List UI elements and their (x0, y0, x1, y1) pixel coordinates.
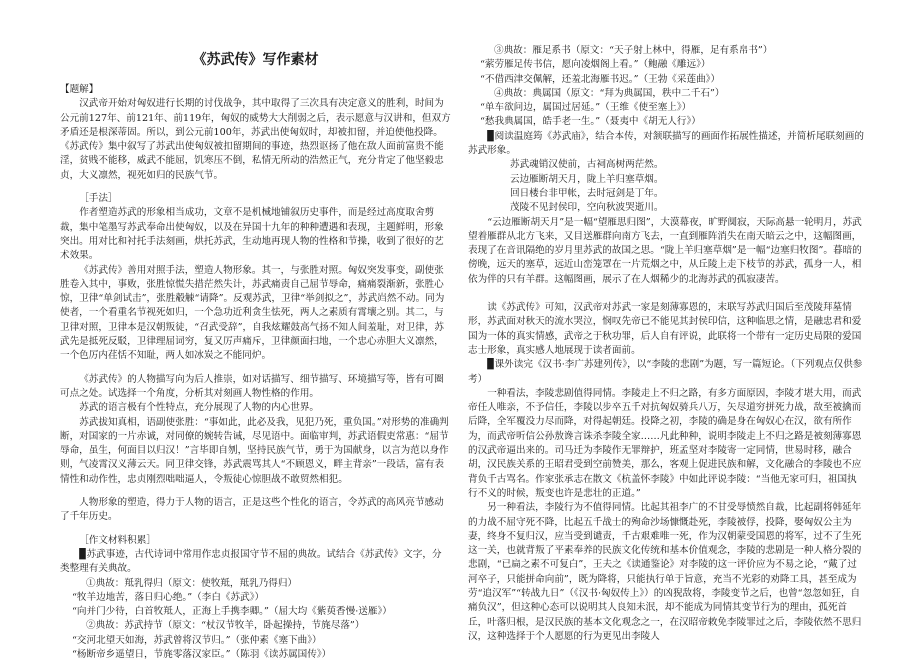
right-paragraph: 读《苏武传》可知，汉武帝对苏武一家是刻薄寡恩的，末联写苏武归国后至茂陵拜墓情形，苏武面对秋天的流水哭泣，悯叹先帝已不能见其封侯印信，这种临思之情，是融忠君和爱国为一体的真实情感，武帝之于秋功罪，后人自有评说，此联将一个带有一定历史局限的爱国志士形象，真实感人地展现于读者面前。 (468, 302, 862, 356)
right-paragraph: ④典故：典属国（原文：“拜为典属国，秩中二千石”） (494, 87, 725, 99)
left-paragraph: ①典故：羝乳得归（原文：使牧羝，羝乳乃得归） (86, 577, 298, 589)
left-paragraph: “交河北望天如海，苏武曾将汉节归。”（张仲素《塞下曲》） (72, 634, 322, 646)
left-column (60, 0, 451, 660)
right-paragraph: ▉课外读完《汉书·李广苏建列传》，以“李陵的悲剧”为题，写一篇短论。（下列观点仅供参考） (468, 359, 863, 385)
left-paragraph: 汉武帝开始对匈奴进行长期的讨伐战争，其中取得了三次具有决定意义的胜利，时间为公元前127年、前121年、前119年，匈奴的威势大大削弱之后，表示愿意与汉讲和，但双方矛盾还是根深蒂固。所以，到公元前100年，苏武出使匈奴时，却被扣留，并迫使他投降。《苏武传》集中叙写了苏武出使匈奴被扣留期间的事迹，热烈讴扬了他在敌人面前富贵不能淫，贫贱不能移，威武不能屈，饥寒压不倒，私情无所动的浩然正气，充分肯定了他坚毅忠贞，大义凛然，视死如归的民族气节。 (60, 98, 451, 181)
right-column (468, 0, 866, 650)
left-paragraph: “向并门少待，白首牧羝人，正海上手携李卿。”（屈大均《紫萸香慢·送雁》） (72, 606, 392, 618)
right-paragraph: 苏武魂销汉使前，古祠高树两茫然。 (510, 159, 664, 171)
right-paragraph: 茂陵不见封侯印，空向秋波哭逝川。 (510, 202, 664, 214)
document-title: 《苏武传》写作素材 (192, 52, 319, 68)
left-paragraph: 【题解】 (60, 84, 99, 95)
right-column-body (468, 44, 866, 644)
left-paragraph: 《苏武传》的人物描写向为后人推崇，如对话描写、细节描写、环境描写等，皆有可圈可点之处。试选择一个角度，分析其对刻画人物性格的作用。 (60, 373, 444, 399)
left-paragraph: “杨断帝乡遥望日，节旄零落汉家臣。”（陈羽《读苏属国传》） (72, 648, 332, 660)
right-paragraph: ③典故：雁足系书（原文：“天子射上林中，得雁，足有系帛书”） (494, 45, 773, 56)
right-paragraph: “不借西津交佩解，还羞北海雁书迟。”（王勃《采莲曲》） (480, 73, 721, 85)
right-paragraph: 一种看法，李陵悲剧值得同情。李陵走上不归之路，有多方面原因，李陵才堪大用，而武帝任人唯亲，不予信任，李陵以步卒五千对抗匈奴骑兵八万，矢尽道穷拼死力战，敌至被擒而后降，全军覆没力尽而降，对得起朝廷。投降之初，李陵的确是身在匈奴心在汉，欲有所作为，而武帝听信公孙敖谗言诛杀李陵全家……凡此种种，说明李陵走上不归之路是被刻薄寡恩的汉武帝逼出来的。司马迁为李陵作无罪辩护，班孟坚对李陵寄一定同情，世易时移，融合胡，汉民族关系的王昭君受到空前赞美，那么，客观上促进民族和解，文化融合的李陵也不应背负千古骂名。作家张承志在散文《杭盖怀李陵》中如此评说李陵：“当他无家可归，祖国执行不义的时候，叛变也许是悲壮的正道。” (468, 387, 862, 499)
right-paragraph: 回日楼台非甲帐，去时冠剑是丁年。 (510, 187, 664, 199)
left-column-body (60, 83, 451, 662)
right-paragraph: 另一种看法，李陵行为不值得同情。比起其祖李广的不甘受辱愤然自裁，比起副将韩延年的力战不屈守死不降，比起五千战士的殉命沙场慷慨赴死，李陵被俘，投降，娶匈奴公主为妻，终身不复归汉，应当受到谴责，千古艰难唯一死，作为汉朝蒙受国恩的将军，过不了生死这一关，也就背叛了平素奉养的民族文化传统和基本价值观念，李陵的悲剧是一种人格分裂的悲剧，“已扁之素不可复白”，王夫之《读通鉴论》对李陵的这一评价应为不易之论，“戴了过河卒子，只能拼命向前”，既为降将，只能执行单于旨意，充当不光彩的劝降工具，甚至成为劳“追汉军”“转战九日”（《汉书·匈奴传上》）的凶猊敌将，李陵变节之后，也曾“忽忽如狂，自痛负汉”，但这种心态可以说明其人良知未泯，却不能成为同情其变节行为的理由，孤死首丘，叶落归根，是汉民族的基本文化观念之一，在汉昭帝敕免李陵罪过之后，李陵依然不思归汉，这种选择于个人愿愿的行为更见出李陵人 (468, 502, 862, 642)
left-paragraph: 《苏武传》善用对照手法，塑造人物形象。其一，与张胜对照。匈奴突发事变，副使张胜卷入其中，事败，张胜惊慌失措茫然失计，苏武痛责自己屈节辱命，痛痛裂渐新，张胜心惊，卫律“单剑试击”，张胜觳觫“请降”。反观苏武，卫律“举剑拟之”，苏武岿然不动。同为使者，一个看重名节视死如归，一个急功近利贪生怯死，两人之素质有霄壤之别。其二，与卫律对照，卫律本是汉朝叛徒，“召武受辞”，自我炫耀鼓高气扬不知人间羞耻，对卫律，苏武先是抵死反駁，卫律理屈词穷，复又厉声痛斥，卫律颜面扫地，一个忠心赤胆大义凛然，一个色厉内荏恬不知耻，两人如冰炭之不能同炉。 (60, 264, 445, 362)
left-paragraph: 作者塑造苏武的形象相当成功，文章不是机械地铺叙历史事件，而是经过高度取舍剪裁，集中笔墨写苏武奉命出使匈奴，以及在异国十九年的种种遭遇和表现，主题鲜明，形象突出。用对比和衬托手法刻画，烘托苏武，生动地再现人物的性格和节操，收到了很好的艺术效果。 (60, 207, 444, 262)
left-paragraph: ［手法］ (79, 193, 118, 205)
right-paragraph: 云边雁断胡天月，陇上羊归塞草烟。 (510, 173, 664, 185)
right-paragraph: “单车欲问边，属国过居延。”（王维《使至塞上》） (480, 102, 692, 114)
left-paragraph: 苏武拔知真相，语副使张胜：“事如此，此必及我，见犯乃死，重负国。”对形势的准确判断，对国家的一片赤诚，对同僚的婉转告诫，尽见语中。面临审判，苏武语假吏常惠：“屈节辱命，虽生，何面目以归汉！”言毕即自刎，坚持民族气节，勇于为国献身，以言为范以身作则，气凌霄汉义薄云天。同卫律交锋，苏武震骂其人“不顾恩义，畔主背亲”一段话，富有表情性和动作性，忠贞刚烈咄咄逼人，令叛徒心惊胆战不敢贸然相犯。 (60, 416, 449, 485)
left-paragraph: ［作文材料积累］ (79, 534, 156, 546)
left-paragraph: 苏武的语言极有个性特点，充分展现了人物的内心世界。 (79, 402, 320, 414)
right-paragraph: ▉阅读温庭筠《苏武庙》，结合本传，对颔联描写的画面作拓展性描述，并简析尾联刻画的苏武形象。 (468, 130, 864, 157)
left-paragraph: “牧羊边地苦，落日归心绝。”（李白《苏武》） (72, 591, 265, 603)
right-paragraph: “云边雁断胡天月”是一幅“望雁思归图”，大漠幕夜，旷野阒寂，天际高悬一轮明月，苏武望着雁群从北方飞来，又目送雁群向南方飞去，一直到雁阵消失在南天暗云之中，这幅图画，表现了在音讯隔绝的岁月里苏武的故国之思。“陇上羊归塞草烟”是一幅“边塞归牧图”。暮暗的傍晚，远天的塞草，远近山峦笼罩在一片荒烟之中，从丘陵上走下枝节的苏武，孤身一人，相依为伴的只有羊群。这幅图画，展示了在人烟稀少的北海苏武的孤寂凄苦。 (468, 216, 862, 285)
left-paragraph: ▉苏武事迹，古代诗词中常用作忠贞报国守节不屈的典故。试结合《苏武传》文字，分类整理有关典故。 (60, 548, 442, 575)
right-paragraph: “愁我典属国，皓手老一生。”（聂夷中《胡无人行》） (480, 116, 701, 128)
left-paragraph: 人物形象的塑造，得力于人物的语言，正是这些个性化的语言，令苏武的高风亮节感动了千年历史。 (60, 497, 444, 523)
right-paragraph: “萦劳雁足传书信，愿向凌烟阁上看。”（鲍融《雕远》） (480, 59, 711, 71)
left-paragraph: ②典故：苏武持节（原文：“杖汉节牧羊，卧起操持，节旄尽落”） (86, 620, 365, 632)
